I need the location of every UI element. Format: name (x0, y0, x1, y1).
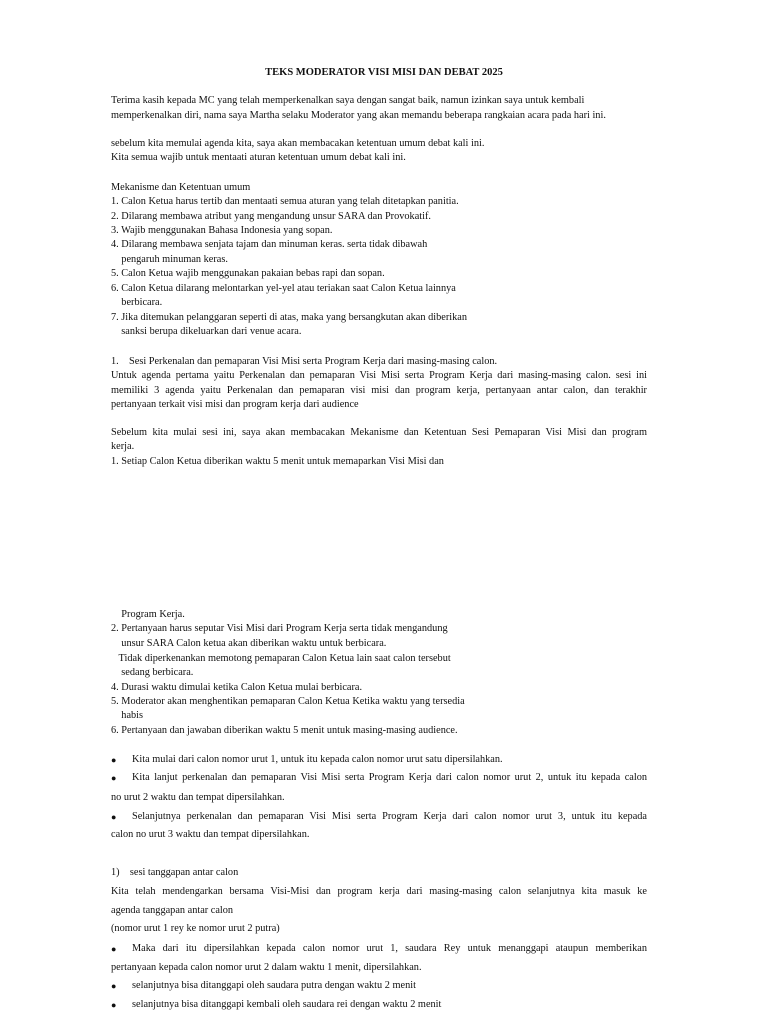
rule-line: berbicara. (111, 297, 163, 308)
rule-line: 2. Dilarang membawa atribut yang mengandung unsur SARA dan Provokatif. (111, 211, 432, 222)
bullet-dot-icon: ● (111, 773, 117, 783)
bullet-dot-icon: ● (111, 812, 117, 822)
session2-body-line-2: agenda tanggapan antar calon (111, 905, 234, 916)
rule-line: 7. Jika ditemukan pelanggaran seperti di atas, maka yang bersangkutan akan diberikan (111, 312, 467, 323)
bullet-text: Kita mulai dari calon nomor urut 1, untuk itu kepada calon nomor urut satu dipersilahkan. (132, 754, 503, 765)
rule-line: 1. Calon Ketua harus tertib dan mentaati semua aturan yang telah ditetapkan panitia. (111, 196, 459, 207)
bullet-continuation: calon no urut 3 waktu dan tempat dipersilahkan. (111, 829, 310, 840)
session1-rule-line: 5. Moderator akan menghentikan pemaparan Calon Ketua Ketika waktu yang tersedia (111, 696, 465, 707)
rule-line: pengaruh minuman keras. (111, 254, 228, 265)
bullet-dot-icon: ● (111, 755, 117, 765)
bullet-text: Maka dari itu dipersilahkan kepada calon nomor urut 1, saudara Rey untuk menanggapi ataupun memberikan (132, 943, 647, 954)
rules-heading: Mekanisme dan Ketentuan umum (111, 182, 251, 193)
session2-body-line-3: (nomor urut 1 rey ke nomor urut 2 putra) (111, 923, 280, 934)
rule-line: 4. Dilarang membawa senjata tajam dan minuman keras. serta tidak dibawah (111, 239, 428, 250)
bullet-continuation: no urut 2 waktu dan tempat dipersilahkan. (111, 792, 285, 803)
session1-rule-line: 4. Durasi waktu dimulai ketika Calon Ketua mulai berbicara. (111, 682, 363, 693)
bullet-text: selanjutnya bisa ditanggapi kembali oleh saudara rei dengan waktu 2 menit (132, 999, 442, 1010)
rule-line: 6. Calon Ketua dilarang melontarkan yel-yel atau teriakan saat Calon Ketua lainnya (111, 283, 456, 294)
bullet-text: selanjutnya bisa ditanggapi oleh saudara putra dengan waktu 2 menit (132, 980, 416, 991)
session1-rule-line: Program Kerja. (111, 609, 185, 620)
session1-rule-line: 6. Pertanyaan dan jawaban diberikan waktu 5 menit untuk masing-masing audience. (111, 725, 458, 736)
session2-body-line-1: Kita telah mendengarkan bersama Visi-Misi dan program kerja dari masing-masing calon selanjutnya kita masuk ke (111, 886, 647, 897)
opening-line-2: Kita semua wajib untuk mentaati aturan ketentuan umum debat kali ini. (111, 152, 406, 163)
intro-line-1: Terima kasih kepada MC yang telah memperkenalkan saya dengan sangat baik, namun izinkan saya untuk kembali (111, 95, 585, 106)
rule-line: sanksi berupa dikeluarkan dari venue acara. (111, 326, 302, 337)
rule-line: 5. Calon Ketua wajib menggunakan pakaian bebas rapi dan sopan. (111, 268, 385, 279)
bullet-text: Selanjutnya perkenalan dan pemaparan Visi Misi serta Program Kerja dari calon nomor urut 3, untuk itu kepada (132, 811, 647, 822)
bullet-dot-icon: ● (111, 1000, 117, 1010)
session1-heading: 1. Sesi Perkenalan dan pemaparan Visi Misi serta Program Kerja dari masing-masing calon. (111, 356, 498, 367)
session1-intro-line-2: kerja. (111, 441, 135, 452)
session1-rule-line: Tidak diperkenankan memotong pemaparan Calon Ketua lain saat calon tersebut (111, 653, 451, 664)
session1-rule-line: habis (111, 710, 144, 721)
session1-rule-line: unsur SARA Calon ketua akan diberikan waktu untuk berbicara. (111, 638, 387, 649)
bullet-dot-icon: ● (111, 944, 117, 954)
session2-heading: 1) sesi tanggapan antar calon (111, 867, 239, 878)
rule-line: 3. Wajib menggunakan Bahasa Indonesia yang sopan. (111, 225, 333, 236)
opening-line-1: sebelum kita memulai agenda kita, saya akan membacakan ketentuan umum debat kali ini. (111, 138, 485, 149)
session1-intro-line-1: Sebelum kita mulai sesi ini, saya akan membacakan Mekanisme dan Ketentuan Sesi Pemaparan Visi Misi dan program (111, 427, 647, 438)
session1-body-line-3: pertanyaan terkait visi misi dan program kerja dari audience (111, 399, 359, 410)
bullet-dot-icon: ● (111, 981, 117, 991)
bullet-continuation: pertanyaan kepada calon nomor urut 2 dalam waktu 1 menit, dipersilahkan. (111, 962, 422, 973)
session1-rule-line: sedang berbicara. (111, 667, 194, 678)
session1-rule-line: 2. Pertanyaan harus seputar Visi Misi dari Program Kerja serta tidak mengandung (111, 623, 448, 634)
session1-body-line-1: Untuk agenda pertama yaitu Perkenalan dan pemaparan Visi Misi serta Program Kerja dari masing-masing calon. sesi ini (111, 370, 647, 381)
bullet-text: Kita lanjut perkenalan dan pemaparan Visi Misi serta Program Kerja dari calon nomor urut 2, untuk itu kepada calon (132, 772, 647, 783)
session1-body-line-2: memiliki 3 agenda yaitu Perkenalan dan pemaparan visi misi dan program kerja, pertanyaan antar calon, dan terakhir (111, 385, 647, 396)
document-title: TEKS MODERATOR VISI MISI DAN DEBAT 2025 (265, 67, 503, 78)
session1-intro-line-3: 1. Setiap Calon Ketua diberikan waktu 5 menit untuk memaparkan Visi Misi dan (111, 456, 444, 467)
intro-line-2: memperkenalkan diri, nama saya Martha selaku Moderator yang akan memandu beberapa rangkaian acara pada hari ini. (111, 110, 606, 121)
